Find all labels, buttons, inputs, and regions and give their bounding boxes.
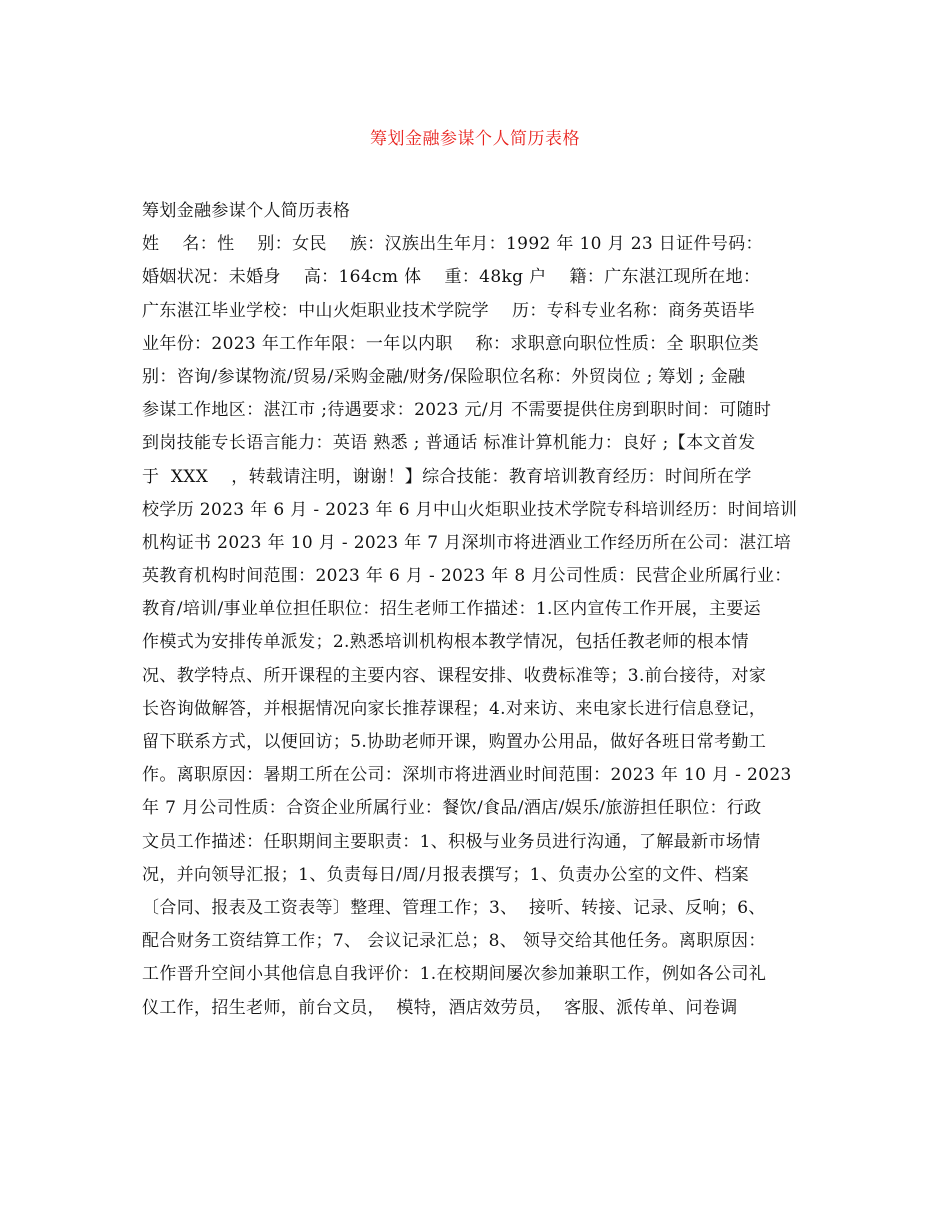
body-line: 年 7 月公司性质：合资企业所属行业：餐饮/食品/酒店/娱乐/旅游担任职位：行政: [142, 798, 762, 819]
body-line: 姓 名：性 别：女民 族：汉族出生年月：1992 年 10 月 23 日证件号码：: [142, 234, 763, 255]
body-line: 业年份：2023 年工作年限：一年以内职 称：求职意向职位性质：全 职职位类: [142, 333, 760, 354]
body-line: 参谋工作地区：湛江市 ;待遇要求：2023 元/月 不需要提供住房到职时间：可随时: [142, 400, 772, 421]
body-line: 婚姻状况：未婚身 高：164cm 体 重：48kg 户 籍：广东湛江现所在地：: [142, 267, 761, 288]
body-line: 长咨询做解答，并根据情况向家长推荐课程；4.对来访、来电家长进行信息登记，: [142, 698, 767, 719]
body-line: 广东湛江毕业学校：中山火炬职业技术学院学 历：专科专业名称：商务英语毕: [142, 300, 755, 321]
body-line: 于 XXX ，转载请注明，谢谢！】综合技能：教育培训教育经历：时间所在学: [142, 466, 752, 487]
body-line: 况，并向领导汇报；1、负责每日/周/月报表撰写；1、负责办公室的文件、档案: [142, 864, 750, 885]
body-line: 机构证书 2023 年 10 月 - 2023 年 7 月深圳市将进酒业工作经历所在公司：湛江培: [142, 532, 792, 553]
body-line: 〔合同、报表及工资表等〕整理、管理工作；3、 接听、转接、记录、反响；6、: [142, 897, 766, 918]
body-line: 工作晋升空间小其他信息自我评价：1.在校期间屡次参加兼职工作，例如各公司礼: [142, 964, 767, 985]
body-line: 教育/培训/事业单位担任职位：招生老师工作描述：1.区内宣传工作开展，主要运: [142, 599, 761, 620]
body-line: 配合财务工资结算工作；7、 会议记录汇总；8、 领导交给其他任务。离职原因：: [142, 931, 766, 952]
body-line: 文员工作描述：任职期间主要职责：1、积极与业务员进行沟通，了解最新市场情: [142, 831, 761, 852]
body-line: 别：咨询/参谋物流/贸易/采购金融/财务/保险职位名称：外贸岗位 ; 筹划 ; 金融: [142, 366, 746, 387]
body-line: 作。离职原因：暑期工所在公司：深圳市将进酒业时间范围：2023 年 10 月 - 2023: [142, 765, 792, 786]
document-title: 筹划金融参谋个人简历表格: [370, 129, 580, 149]
body-line: 筹划金融参谋个人简历表格: [142, 201, 351, 221]
body-line: 到岗技能专长语言能力：英语 熟悉 ; 普通话 标准计算机能力：良好 ;【本文首发: [142, 433, 756, 454]
body-line: 况、教学特点、所开课程的主要内容、课程安排、收费标准等；3.前台接待，对家: [142, 665, 767, 686]
body-line: 作模式为安排传单派发；2.熟悉培训机构根本教学情况，包括任教老师的根本情: [142, 632, 749, 653]
document-body: [142, 195, 810, 1025]
body-line: 英教育机构时间范围：2023 年 6 月 - 2023 年 8 月公司性质：民营企业所属行业：: [142, 566, 792, 587]
body-line: 仪工作，招生老师，前台文员， 模特，酒店效劳员， 客服、派传单、问卷调: [142, 997, 738, 1018]
body-line: 校学历 2023 年 6 月 - 2023 年 6 月中山火炬职业技术学院专科培训经历：时间培训: [142, 499, 798, 520]
body-line: 留下联系方式，以便回访；5.协助老师开课，购置办公用品，做好各班日常考勤工: [142, 732, 767, 752]
